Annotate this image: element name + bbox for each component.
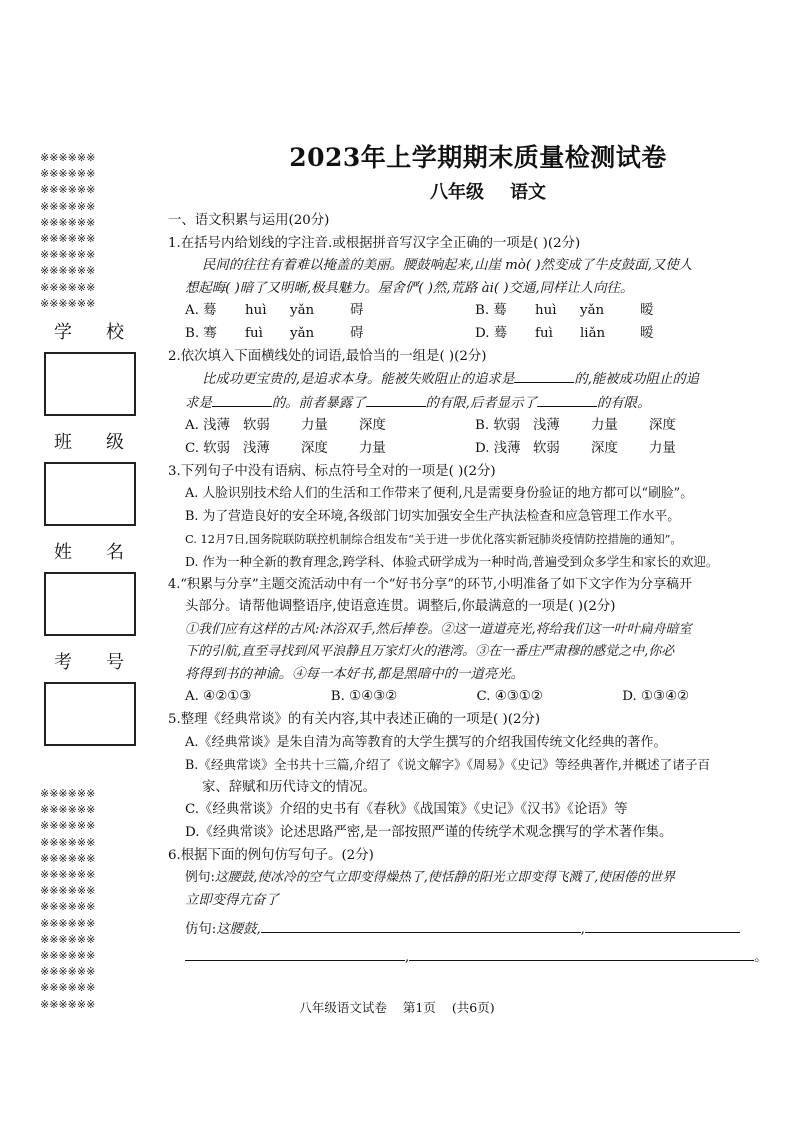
star-border-bottom-row: ※※※※※※	[40, 803, 96, 817]
star-border-top-row: ※※※※※※	[40, 151, 96, 164]
q2-option-a[interactable]: A. 浅薄 软弱 力量 深度	[185, 418, 386, 434]
q2-passage-line-2: 求是 的。前者暴露了 的有限,后者显示了 的有限。	[168, 392, 768, 416]
q6-imitate-line-1: 仿句:这腰鼓, ,	[168, 918, 768, 942]
star-border-bottom	[40, 786, 140, 1013]
q3-option-a[interactable]: A. 人脸识别技术给人们的生活和工作带来了便利,凡是需要身份验证的地方都可以“刷脸”。	[185, 486, 694, 502]
star-border-bottom-row: ※※※※※※	[40, 835, 96, 849]
q6-answer-blank-3[interactable]	[185, 946, 405, 961]
q2-options-row-2	[168, 438, 768, 461]
star-border-bottom-row: ※※※※※※	[40, 787, 96, 801]
q4-option-b[interactable]: B. ①④③②	[330, 689, 398, 705]
school-input-box[interactable]	[44, 352, 136, 416]
star-border-bottom-row: ※※※※※※	[40, 884, 96, 898]
footer-page-number: 第1页	[402, 1000, 436, 1015]
footer-total-pages: (共6页)	[451, 1000, 495, 1015]
grade-label: 八年级	[430, 182, 484, 203]
star-border-bottom-row: ※※※※※※	[40, 900, 96, 914]
q6-answer-blank-4[interactable]	[409, 946, 754, 961]
star-border-top-row: ※※※※※※	[40, 248, 96, 262]
star-border-bottom-row: ※※※※※※	[40, 997, 96, 1011]
q3-option-b[interactable]: B. 为了营造良好的安全环境,各级部门切实加强安全生产执法检查和应急管理工作水平。	[185, 508, 681, 524]
q1-option-b[interactable]: B. 蓦 huì yǎn 暧	[475, 303, 654, 319]
q4-option-c[interactable]: C. ④③①②	[476, 689, 543, 705]
q2-option-b[interactable]: B. 软弱 浅薄 力量 深度	[475, 418, 676, 434]
left-binding-margin	[40, 150, 140, 1013]
question-1	[168, 233, 768, 346]
q1-passage-line-2: 想起晦( )暗了又明晰,极具魅力。屋舍俨( )然,荒路 ài( )交通,同样让人向往。	[185, 280, 634, 296]
q4-stem-line-1: 4.“积累与分享”主题交流活动中有一个“好书分享”的环节,小明准备了如下文字作为分享稿开	[168, 576, 693, 592]
q5-option-c[interactable]: C.《经典常谈》介绍的史书有《春秋》《战国策》《史记》《汉书》《论语》等	[185, 802, 628, 818]
star-border-top-row: ※※※※※※	[40, 167, 96, 181]
q4-options	[168, 686, 768, 709]
q6-example-line-2: 立即变得亢奋了	[185, 892, 279, 908]
q4-passage-line-2: 下的引航,直至寻找到风平浪静且万家灯火的港湾。③在一番庄严肃穆的感觉之中,你必	[185, 644, 675, 660]
field-school	[40, 318, 140, 416]
q4-option-a[interactable]: A. ④②①③	[185, 689, 252, 705]
question-4	[168, 574, 768, 710]
q6-imitate-line-2: , 。	[168, 946, 768, 970]
section-heading: 一、语文积累与运用(20分)	[168, 213, 330, 228]
q1-option-c[interactable]: B. 骞 fuì yǎn 碍	[185, 325, 364, 341]
question-5	[168, 709, 768, 845]
q2-option-d[interactable]: D. 浅薄 软弱 深度 力量	[475, 440, 676, 456]
q1-options-row-1	[168, 300, 768, 323]
question-6	[168, 845, 768, 970]
star-border-top-row: ※※※※※※	[40, 215, 96, 229]
q1-option-d[interactable]: D. 蓦 fuì liǎn 暧	[475, 325, 654, 341]
footer-paper-name: 八年级语文试卷	[299, 1000, 387, 1015]
q5-option-b-line-1[interactable]: B.《经典常谈》全书共十三篇,介绍了《说文解字》《周易》《史记》等经典著作,并概述了诸子百	[185, 757, 711, 773]
star-border-top-row: ※※※※※※	[40, 232, 96, 246]
q6-answer-blank-2[interactable]	[585, 918, 740, 933]
q2-passage-line-1: 比成功更宝贵的,是追求本身。能被失败阻止的追求是 的,能被成功阻止的追	[168, 368, 768, 392]
q3-stem: 3.下列句子中没有语病、标点符号全对的一项是( )(2分)	[168, 463, 496, 479]
question-3	[168, 461, 768, 574]
star-border-top	[40, 150, 140, 312]
q3-option-d[interactable]: D. 作为一种全新的教育理念,跨学科、体验式研学成为一种时尚,普遍受到众多学生和家长的欢迎。	[185, 553, 719, 569]
q4-passage-line-3: 将得到书的神谕。④每一本好书,都是黑暗中的一道亮光。	[185, 666, 525, 682]
school-label: 学 校	[54, 322, 124, 344]
class-input-box[interactable]	[44, 462, 136, 526]
q1-options-row-2	[168, 323, 768, 346]
exam-subtitle	[208, 180, 768, 206]
q5-stem: 5.整理《经典常谈》的有关内容,其中表述正确的一项是( )(2分)	[168, 712, 541, 728]
q6-stem: 6.根据下面的例句仿写句子。(2分)	[168, 847, 374, 863]
name-label: 姓 名	[54, 542, 124, 564]
star-border-bottom-row: ※※※※※※	[40, 868, 96, 882]
star-border-bottom-row: ※※※※※※	[40, 932, 96, 946]
q1-passage-line-1: 民间的往往有着难以掩盖的美丽。腰鼓响起来,山崖 mò( )然变成了牛皮鼓面,又使人	[202, 258, 693, 274]
q6-answer-blank-1[interactable]	[261, 918, 581, 933]
exam-number-label: 考 号	[54, 652, 124, 674]
star-border-top-row: ※※※※※※	[40, 296, 96, 310]
star-border-bottom-row: ※※※※※※	[40, 851, 96, 865]
exam-title: 2023年上学期期末质量检测试卷	[289, 143, 667, 172]
q5-option-a[interactable]: A.《经典常谈》是朱自清为高等教育的大学生撰写的介绍我国传统文化经典的著作。	[185, 734, 667, 750]
q2-options-row-1	[168, 415, 768, 438]
name-input-box[interactable]	[44, 572, 136, 636]
q5-option-d[interactable]: D.《经典常谈》论述思路严密,是一部按照严谨的传统学术观念撰写的学术著作集。	[185, 825, 673, 841]
field-name	[40, 538, 140, 636]
q2-option-c[interactable]: C. 软弱 浅薄 深度 力量	[185, 440, 386, 456]
star-border-bottom-row: ※※※※※※	[40, 819, 96, 833]
q4-stem-line-2: 头部分。请帮他调整语序,使语意连贯。调整后,你最满意的一项是( )(2分)	[185, 599, 616, 615]
field-class	[40, 428, 140, 526]
question-2	[168, 346, 768, 461]
star-border-bottom-row: ※※※※※※	[40, 965, 96, 979]
star-border-top-row: ※※※※※※	[40, 264, 96, 278]
star-border-bottom-row: ※※※※※※	[40, 949, 96, 963]
q1-stem: 1.在括号内给划线的字注音.或根据拼音写汉字全正确的一项是( )(2分)	[168, 235, 581, 251]
star-border-top-row: ※※※※※※	[40, 280, 96, 294]
class-label: 班 级	[54, 432, 124, 454]
q2-stem: 2.依次填入下面横线处的词语,最恰当的一组是( )(2分)	[168, 348, 487, 364]
star-border-top-row: ※※※※※※	[40, 183, 96, 197]
exam-number-input-box[interactable]	[44, 682, 136, 746]
q1-option-a[interactable]: A. 蓦 huì yǎn 碍	[185, 303, 364, 319]
star-border-top-row: ※※※※※※	[40, 199, 96, 213]
q6-example-line-1: 例句:这腰鼓,使冰冷的空气立即变得燥热了,使恬静的阳光立即变得飞溅了,使困倦的世界	[185, 870, 676, 886]
q4-passage-line-1: ①我们应有这样的古风:沐浴双手,然后捧卷。②这一道道亮光,将给我们这一叶叶扁舟暗室	[185, 621, 692, 637]
q3-option-c[interactable]: C. 12月7日,国务院联防联控机制综合组发布“关于进一步优化落实新冠肺炎疫情防控措施的通知”。	[185, 532, 682, 547]
field-exam-number	[40, 648, 140, 746]
star-border-bottom-row: ※※※※※※	[40, 916, 96, 930]
q4-option-d[interactable]: D. ①③④②	[622, 689, 690, 705]
page-footer	[0, 998, 794, 1016]
star-border-bottom-row: ※※※※※※	[40, 981, 96, 995]
q5-option-b-line-2: 家、辞赋和历代诗文的情况。	[202, 779, 377, 795]
exam-content	[168, 140, 768, 970]
subject-label: 语文	[510, 182, 546, 203]
